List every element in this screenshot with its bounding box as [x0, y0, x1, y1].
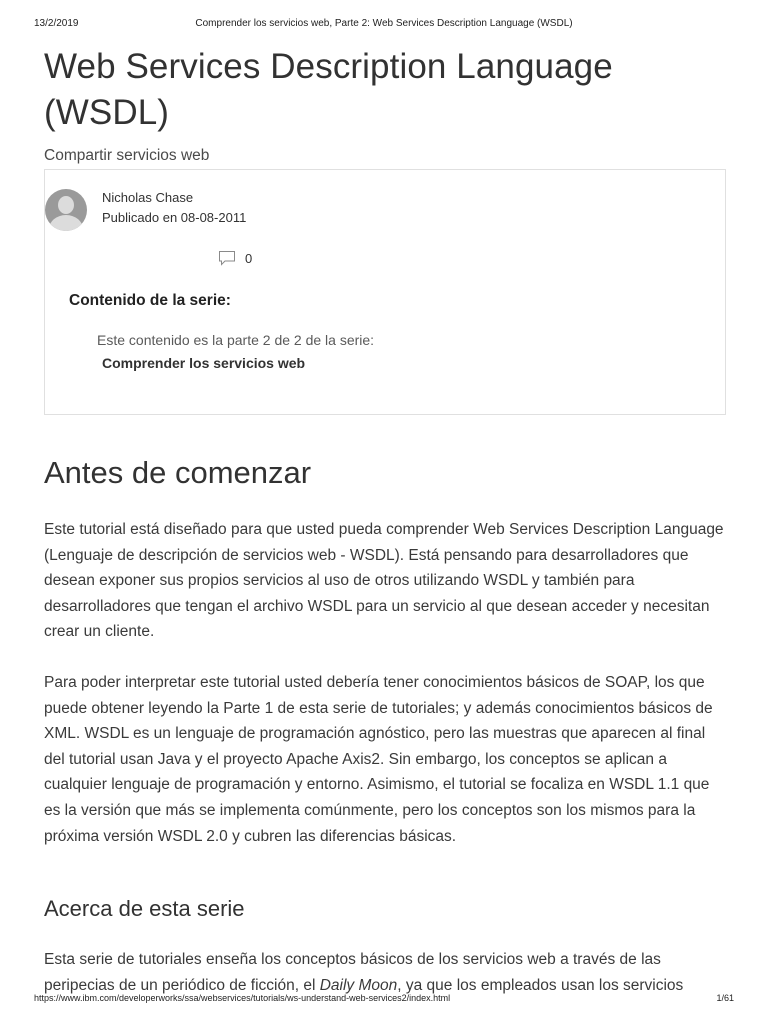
section-heading-antes: Antes de comenzar [44, 455, 312, 490]
comment-bubble-icon [218, 250, 236, 266]
series-heading: Contenido de la serie: [69, 292, 231, 309]
print-date: 13/2/2019 [34, 18, 79, 29]
paragraph-series [44, 947, 726, 998]
article-content [44, 44, 726, 998]
comments-link[interactable] [218, 250, 252, 266]
series-link[interactable]: Comprender los servicios web [102, 355, 306, 371]
daily-moon-emphasis: Daily Moon [319, 976, 398, 994]
paragraph-intro-2: Para poder interpretar este tutorial usted debería tener conocimientos básicos de SOAP, los que puede obtener leyendo la Parte 1 de esta serie de tutoriales; y además conocimientos básicos de XML. WSDL es un lenguaje de programación agnóstico, pero las muestras que aparecen al final del tutorial usan Java y el proyecto Apache Axis2. Sin embargo, los conceptos se aplican a cualquier lenguaje de programación y entorno. Asimismo, el tutorial se focaliza en WSDL 1.1 que es la versión que más se implementa comúnmente, pero los conceptos son los mismos para la próxima versión WSDL 2.0 y cubren las diferencias básicas. [44, 673, 713, 845]
paragraph-intro-1: Este tutorial está diseñado para que usted pueda comprender Web Services Description Language (Lenguaje de descripción de servicios web - WSDL). Está pensando para desarrolladores que desean exponer sus propios servicios al uso de otros utilizando WSDL y también para desarrolladores que tengan el archivo WSDL para un servicio al que desean acceder y necesitan crear un cliente. [44, 521, 724, 641]
comment-count: 0 [245, 250, 253, 266]
section-heading-acerca: Acerca de esta serie [44, 896, 245, 922]
author-name-link[interactable]: Nicholas Chase [102, 190, 194, 205]
user-avatar-icon [45, 189, 87, 231]
print-page-number: 1/61 [716, 993, 734, 1003]
series-description [97, 329, 387, 375]
print-url: https://www.ibm.com/developerworks/ssa/webservices/tutorials/ws-understand-web-services2/index.html [34, 993, 451, 1003]
author-series-box [44, 169, 726, 415]
paragraph-series-start: Esta serie de tutoriales enseña los conceptos básicos de los servicios web a través de las peripecias de un periódico de ficción, el [44, 951, 661, 994]
print-doc-title: Comprender los servicios web, Parte 2: Web Services Description Language (WSDL) [195, 18, 573, 29]
published-date: Publicado en 08-08-2011 [102, 210, 247, 225]
print-header [34, 18, 734, 32]
paragraph-series-end: , ya que los empleados usan los servicios [397, 976, 684, 994]
page-subtitle: Compartir servicios web [44, 147, 210, 164]
page-title: Web Services Description Language (WSDL) [44, 47, 613, 132]
series-description-text: Este contenido es la parte 2 de 2 de la serie: [97, 332, 375, 348]
